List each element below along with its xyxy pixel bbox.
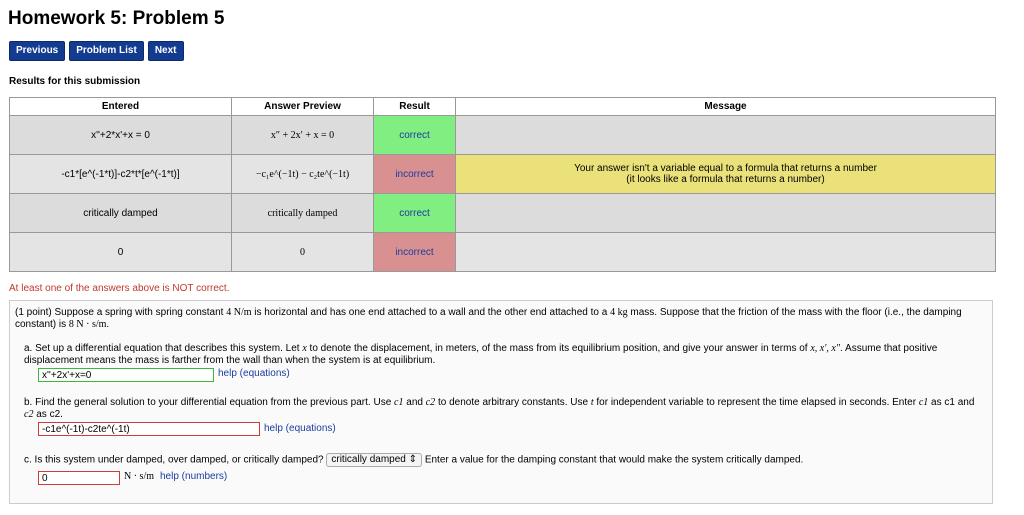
page-title: Homework 5: Problem 5 [8,8,225,29]
answer-b-input[interactable]: -c1e^(-1t)-c2te^(-1t) [38,422,260,436]
next-button[interactable]: Next [148,41,184,61]
header-answer-preview: Answer Preview [232,98,374,116]
answer-c-input[interactable]: 0 [38,471,120,485]
damping-type-select[interactable] [326,453,422,467]
part-c-text-2: Enter a value for the damping constant that would make the system critically damped. [424,454,804,466]
result-cell: correct [374,194,456,233]
help-equations-link-a[interactable]: help (equations) [218,368,290,379]
var-t: t [590,397,594,408]
problem-list-button[interactable]: Problem List [69,41,144,61]
problem-box [9,300,993,504]
damping-value: 8 N · s/m [68,319,107,330]
select-arrows-icon: ⇕ [408,454,418,465]
answer-a-input[interactable]: x''+2x'+x=0 [38,368,214,382]
preview-cell: 0 [232,233,374,272]
help-numbers-link[interactable]: help (numbers) [160,471,228,482]
var-c2: c2 [425,397,436,408]
result-cell: correct [374,116,456,155]
part-b-text-5: as c1 and [928,397,975,408]
preview-cell: x″ + 2x′ + x = 0 [232,116,374,155]
problem-intro [15,307,985,331]
preview-cell: critically damped [232,194,374,233]
part-b-text [24,397,984,421]
part-b-text-6: as c2. [33,409,63,420]
var-c1: c1 [918,397,929,408]
message-cell [456,116,996,155]
var-x: x [302,343,307,354]
unit-text: N · s/m [124,471,154,482]
intro-text: mass. Suppose that the friction of the mass with the floor (i.e., the damping constant) is [15,307,962,330]
header-message: Message [456,98,996,116]
part-b-text-2: and [403,397,426,408]
part-b-text-4: for independent variable to represent the time elapsed in seconds. Enter [593,397,919,408]
header-result: Result [374,98,456,116]
part-a-text-3: . Assume that positive displacement means the mass is farther from the wall than when the system is at equilibrium. [24,343,938,366]
results-label: Results for this submission [9,76,141,87]
entered-cell: critically damped [10,194,232,233]
help-equations-link-b[interactable]: help (equations) [264,423,336,434]
var-c2: c2 [24,409,34,420]
mass-value: 4 kg [610,307,628,318]
table-row [10,116,996,155]
spring-constant: 4 N/m [226,307,252,318]
unit-label [124,471,154,483]
incorrect-notice: At least one of the answers above is NOT correct. [9,283,230,294]
intro-text: . [106,319,110,330]
message-cell [456,155,996,194]
part-a-text-2: to denote the displacement, in meters, of the mass from its equilibrium position, and give your answer in terms of [306,343,811,354]
header-entered: Entered [10,98,232,116]
part-a-text-1: a. Set up a differential equation that describes this system. Let [24,343,303,354]
part-c-text [24,453,984,467]
preview-cell: −c₁e^(−1t) − c₂te^(−1t) [232,155,374,194]
select-value: critically damped [331,454,406,465]
var-list: x, x′, x″ [810,343,841,354]
result-cell: incorrect [374,155,456,194]
part-a-text [24,343,984,367]
intro-text: (1 point) Suppose a spring with spring constant [15,307,227,318]
intro-text: is horizontal and has one end attached to a wall and the other end attached to a [251,307,611,318]
part-b-text-3: to denote arbitrary constants. Use [435,397,591,408]
table-row [10,155,996,194]
part-c-text-1: c. Is this system under damped, over damped, or critically damped? [24,454,324,466]
var-c1: c1 [394,397,404,408]
part-b-text-1: b. Find the general solution to your differential equation from the previous part. Use [24,397,395,408]
entered-cell: x''+2*x'+x = 0 [10,116,232,155]
previous-button[interactable]: Previous [9,41,65,61]
message-line: (it looks like a formula that returns a number) [626,174,825,185]
results-table [9,97,996,272]
entered-cell: -c1*[e^(-1*t)]-c2*t*[e^(-1*t)] [10,155,232,194]
table-row [10,194,996,233]
nav-buttons [9,41,184,61]
results-header-row [10,98,996,116]
message-cell [456,233,996,272]
message-line: Your answer isn't a variable equal to a formula that returns a number [574,163,877,174]
entered-cell: 0 [10,233,232,272]
result-cell: incorrect [374,233,456,272]
message-cell [456,194,996,233]
table-row [10,233,996,272]
